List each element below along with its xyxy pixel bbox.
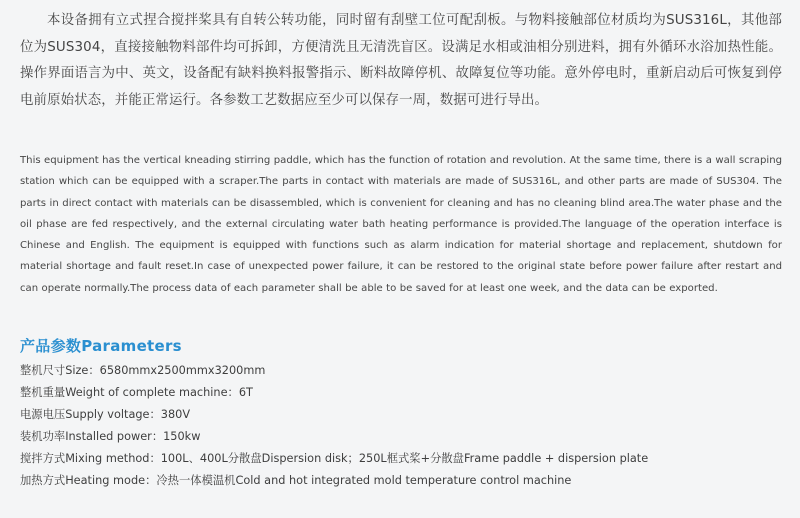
param-weight: 整机重量Weight of complete machine：6T: [20, 385, 253, 399]
parameters-list: [20, 360, 648, 491]
param-mixing-method: 搅拌方式Mixing method：100L、400L分散盘Dispersion disk；250L框式桨+分散盘Frame paddle + dispersion plate: [20, 451, 649, 465]
param-installed-power: 装机功率Installed power：150kw: [20, 429, 201, 443]
param-size: 整机尺寸Size：6580mmx2500mmx3200mm: [20, 364, 266, 377]
chinese-description-paragraph: 本设备拥有立式捏合搅拌桨具有自转公转功能，同时留有刮壁工位可配刮板。与物料接触部位材质均为SUS316L，其他部位为SUS304，直接接触物料部件均可拆卸，方便清洗且无清洗盲区。设满足水相或油相分别进料，拥有外循环水浴加热性能。操作界面语言为中、英文，设备配有缺料换料报警指示、断料故障停机、故障复位等功能。意外停电时，重新启动后可恢复到停电前原始状态，并能正常运行。各参数工艺数据应至少可以保存一周，数据可进行导出。: [20, 13, 782, 108]
param-supply-voltage: 电源电压Supply voltage：380V: [20, 407, 191, 421]
param-heating-mode: 加热方式Heating mode：冷热一体模温机Cold and hot integrated mold temperature control machine: [20, 473, 572, 487]
english-description-paragraph: This equipment has the vertical kneading stirring paddle, which has the function of rotation and revolution. At the same time, there is a wall scraping station which can be equipped with a scraper.The parts in contact with materials are made of SUS316L, and other parts are made of SUS304. The parts in direct contact with materials can be disassembled, which is convenient for cleaning and has no cleaning blind area.The water phase and the oil phase are fed respectively, and the external circulating water bath heating performance is provided.The language of the operation interface is Chinese and English. The equipment is equipped with functions such as alarm indication for material shortage and replacement, shutdown for material shortage and fault reset.In case of unexpected power failure, it can be restored to the original state before power failure after restart and can operate normally.The process data of each parameter shall be able to be saved for at least one week, and the data can be exported.: [20, 155, 782, 294]
parameters-heading: 产品参数Parameters: [20, 337, 182, 355]
